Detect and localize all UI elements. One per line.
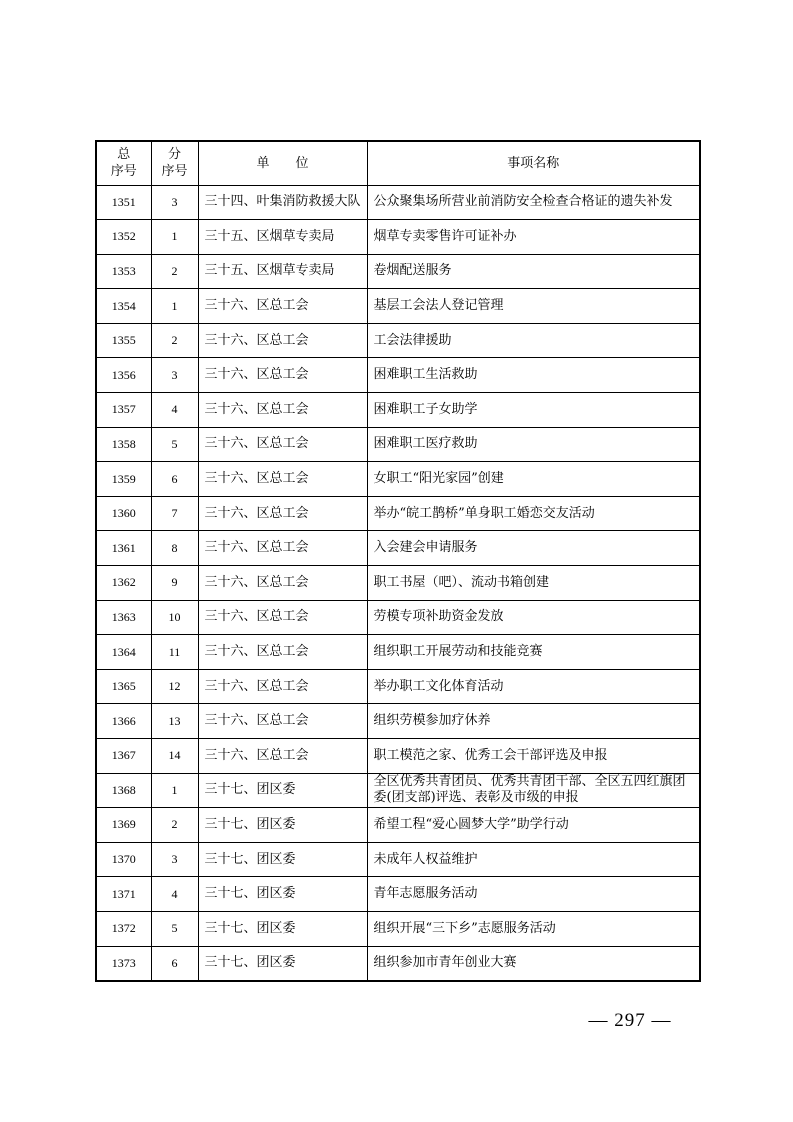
- page-number: — 297 —: [588, 1010, 672, 1031]
- unit-cell: 三十六、区总工会: [198, 704, 367, 739]
- table-row: [96, 323, 700, 358]
- item-name-cell: 未成年人权益维护: [367, 842, 700, 877]
- total-no-cell: 1365: [96, 669, 151, 704]
- sub-no-cell: 14: [151, 739, 198, 774]
- total-no-cell: 1362: [96, 566, 151, 601]
- sub-no-cell: 10: [151, 600, 198, 635]
- table-row: [96, 877, 700, 912]
- unit-cell: 三十六、区总工会: [198, 531, 367, 566]
- item-name-cell: 青年志愿服务活动: [367, 877, 700, 912]
- header-item: 事项名称: [367, 141, 700, 185]
- header-unit: 单 位: [198, 141, 367, 185]
- item-name-cell: 组织开展“三下乡”志愿服务活动: [367, 911, 700, 946]
- table-row: [96, 462, 700, 497]
- unit-cell: 三十七、团区委: [198, 877, 367, 912]
- total-no-cell: 1358: [96, 427, 151, 462]
- total-no-cell: 1355: [96, 323, 151, 358]
- total-no-cell: 1356: [96, 358, 151, 393]
- table-row: [96, 669, 700, 704]
- unit-cell: 三十六、区总工会: [198, 600, 367, 635]
- total-no-cell: 1357: [96, 393, 151, 428]
- sub-no-cell: 2: [151, 254, 198, 289]
- total-no-cell: 1369: [96, 808, 151, 843]
- sub-no-cell: 4: [151, 393, 198, 428]
- table-row: [96, 842, 700, 877]
- item-name-cell: 职工模范之家、优秀工会干部评选及申报: [367, 739, 700, 774]
- total-no-cell: 1367: [96, 739, 151, 774]
- table-row: [96, 427, 700, 462]
- unit-cell: 三十七、团区委: [198, 773, 367, 808]
- table-row: [96, 531, 700, 566]
- unit-cell: 三十六、区总工会: [198, 635, 367, 670]
- header-sub-no: 分 序号: [151, 141, 198, 185]
- sub-no-cell: 13: [151, 704, 198, 739]
- item-name-cell: 公众聚集场所营业前消防安全检查合格证的遗失补发: [367, 185, 700, 220]
- table-row: [96, 566, 700, 601]
- sub-no-cell: 5: [151, 911, 198, 946]
- item-name-cell: 全区优秀共青团员、优秀共青团干部、全区五四红旗团委(团支部)评选、表彰及市级的申报: [367, 773, 700, 808]
- total-no-cell: 1373: [96, 946, 151, 981]
- total-no-cell: 1353: [96, 254, 151, 289]
- total-no-cell: 1363: [96, 600, 151, 635]
- item-name-cell: 卷烟配送服务: [367, 254, 700, 289]
- item-name-cell: 职工书屋（吧）、流动书箱创建: [367, 566, 700, 601]
- unit-cell: 三十六、区总工会: [198, 358, 367, 393]
- unit-cell: 三十五、区烟草专卖局: [198, 220, 367, 255]
- sub-no-cell: 6: [151, 946, 198, 981]
- table-row: [96, 773, 700, 808]
- sub-no-cell: 7: [151, 496, 198, 531]
- item-name-cell: 希望工程“爱心圆梦大学”助学行动: [367, 808, 700, 843]
- sub-no-cell: 8: [151, 531, 198, 566]
- unit-cell: 三十七、团区委: [198, 808, 367, 843]
- item-name-cell: 基层工会法人登记管理: [367, 289, 700, 324]
- sub-no-cell: 1: [151, 289, 198, 324]
- sub-no-cell: 2: [151, 808, 198, 843]
- item-name-cell: 劳模专项补助资金发放: [367, 600, 700, 635]
- unit-cell: 三十四、叶集消防救援大队: [198, 185, 367, 220]
- table-row: [96, 289, 700, 324]
- unit-cell: 三十六、区总工会: [198, 289, 367, 324]
- unit-cell: 三十六、区总工会: [198, 739, 367, 774]
- services-table: [95, 140, 701, 982]
- table-row: [96, 704, 700, 739]
- total-no-cell: 1371: [96, 877, 151, 912]
- table-row: [96, 496, 700, 531]
- unit-cell: 三十六、区总工会: [198, 496, 367, 531]
- total-no-cell: 1372: [96, 911, 151, 946]
- total-no-cell: 1370: [96, 842, 151, 877]
- item-name-cell: 困难职工生活救助: [367, 358, 700, 393]
- table-row: [96, 220, 700, 255]
- sub-no-cell: 3: [151, 358, 198, 393]
- table-row: [96, 600, 700, 635]
- unit-cell: 三十六、区总工会: [198, 462, 367, 497]
- sub-no-cell: 1: [151, 220, 198, 255]
- unit-cell: 三十六、区总工会: [198, 393, 367, 428]
- total-no-cell: 1361: [96, 531, 151, 566]
- sub-no-cell: 3: [151, 842, 198, 877]
- sub-no-cell: 5: [151, 427, 198, 462]
- table-row: [96, 911, 700, 946]
- table-row: [96, 946, 700, 981]
- unit-cell: 三十六、区总工会: [198, 669, 367, 704]
- unit-cell: 三十六、区总工会: [198, 566, 367, 601]
- total-no-cell: 1359: [96, 462, 151, 497]
- item-name-cell: 女职工“阳光家园”创建: [367, 462, 700, 497]
- table-row: [96, 808, 700, 843]
- total-no-cell: 1368: [96, 773, 151, 808]
- item-name-cell: 入会建会申请服务: [367, 531, 700, 566]
- table-row: [96, 254, 700, 289]
- table-row: [96, 739, 700, 774]
- item-name-cell: 困难职工医疗救助: [367, 427, 700, 462]
- sub-no-cell: 12: [151, 669, 198, 704]
- table-body: [96, 185, 700, 981]
- sub-no-cell: 4: [151, 877, 198, 912]
- item-name-cell: 举办“皖工鹊桥”单身职工婚恋交友活动: [367, 496, 700, 531]
- item-name-cell: 组织职工开展劳动和技能竞赛: [367, 635, 700, 670]
- unit-cell: 三十七、团区委: [198, 946, 367, 981]
- table-row: [96, 393, 700, 428]
- table-header-row: [96, 141, 700, 185]
- sub-no-cell: 3: [151, 185, 198, 220]
- sub-no-cell: 6: [151, 462, 198, 497]
- unit-cell: 三十七、团区委: [198, 911, 367, 946]
- table-row: [96, 185, 700, 220]
- services-table-wrapper: [95, 140, 699, 982]
- header-total-no: 总 序号: [96, 141, 151, 185]
- total-no-cell: 1360: [96, 496, 151, 531]
- sub-no-cell: 1: [151, 773, 198, 808]
- total-no-cell: 1351: [96, 185, 151, 220]
- total-no-cell: 1366: [96, 704, 151, 739]
- sub-no-cell: 9: [151, 566, 198, 601]
- unit-cell: 三十五、区烟草专卖局: [198, 254, 367, 289]
- item-name-cell: 举办职工文化体育活动: [367, 669, 700, 704]
- item-name-cell: 烟草专卖零售许可证补办: [367, 220, 700, 255]
- item-name-cell: 困难职工子女助学: [367, 393, 700, 428]
- item-name-cell: 组织劳模参加疗休养: [367, 704, 700, 739]
- sub-no-cell: 2: [151, 323, 198, 358]
- unit-cell: 三十六、区总工会: [198, 427, 367, 462]
- total-no-cell: 1354: [96, 289, 151, 324]
- sub-no-cell: 11: [151, 635, 198, 670]
- table-row: [96, 635, 700, 670]
- unit-cell: 三十七、团区委: [198, 842, 367, 877]
- unit-cell: 三十六、区总工会: [198, 323, 367, 358]
- total-no-cell: 1352: [96, 220, 151, 255]
- total-no-cell: 1364: [96, 635, 151, 670]
- item-name-cell: 工会法律援助: [367, 323, 700, 358]
- item-name-cell: 组织参加市青年创业大赛: [367, 946, 700, 981]
- table-row: [96, 358, 700, 393]
